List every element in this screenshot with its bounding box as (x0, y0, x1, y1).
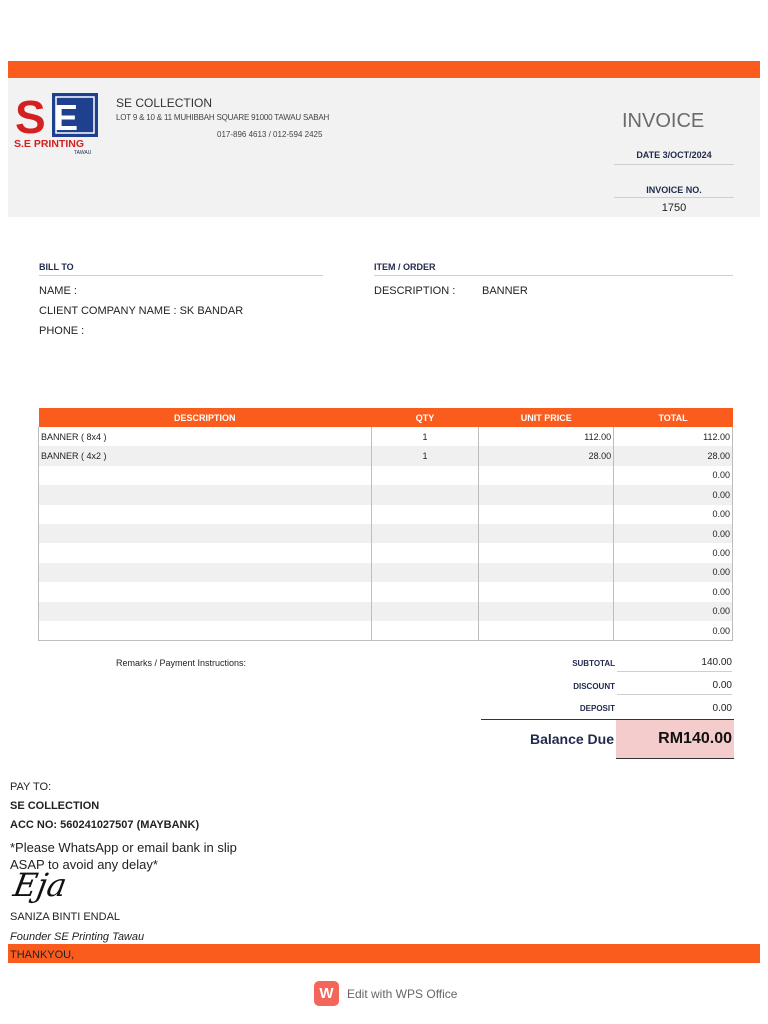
cell-qty (371, 563, 479, 582)
company-logo (14, 92, 100, 156)
table-row (39, 446, 733, 465)
cell-qty (371, 485, 479, 504)
wps-office-icon[interactable]: W (314, 981, 339, 1006)
table-row (39, 621, 733, 641)
cell-description (39, 485, 372, 504)
company-name: SE COLLECTION (116, 96, 213, 110)
cell-unit-price (479, 524, 614, 543)
company-phone: 017-896 4613 / 012-594 2425 (217, 130, 323, 139)
line-items-table (38, 408, 733, 641)
deposit-value: 0.00 (712, 703, 732, 714)
edit-with-wps-link[interactable]: Edit with WPS Office (347, 987, 458, 1001)
deposit-label: DEPOSIT (579, 704, 615, 713)
col-description-header: DESCRIPTION (39, 408, 372, 427)
invoice-number: 1750 (661, 202, 687, 214)
cell-total: 0.00 (614, 485, 733, 504)
balance-due-value: RM140.00 (658, 730, 732, 747)
discount-value: 0.00 (617, 680, 732, 695)
svg-text:E: E (54, 97, 79, 138)
cell-unit-price (479, 485, 614, 504)
bill-to-company: CLIENT COMPANY NAME : SK BANDAR (39, 305, 244, 317)
cell-description (39, 466, 372, 485)
cell-qty (371, 524, 479, 543)
account-number: ACC NO: 560241027507 (MAYBANK) (10, 819, 200, 831)
cell-qty (371, 602, 479, 621)
cell-qty: 1 (371, 427, 479, 446)
table-row (39, 505, 733, 524)
cell-qty (371, 466, 479, 485)
logo-letters: S (15, 92, 42, 143)
cell-description: BANNER ( 4x2 ) (39, 446, 372, 465)
payment-note-line1: *Please WhatsApp or email bank in slip (10, 840, 237, 855)
cell-description (39, 543, 372, 562)
remarks-label: Remarks / Payment Instructions: (116, 658, 247, 668)
table-header-row (39, 408, 733, 427)
cell-total: 0.00 (712, 586, 730, 597)
subtotal-label: SUBTOTAL (572, 659, 615, 668)
table-row (39, 466, 733, 485)
top-accent-bar (8, 61, 760, 78)
bottom-accent-bar (8, 944, 760, 963)
pay-to-label: PAY TO: (10, 781, 52, 793)
company-address: LOT 9 & 10 & 11 MUHIBBAH SQUARE 91000 TAWAU SABAH (116, 113, 330, 122)
col-total-header: TOTAL (614, 408, 733, 427)
invoice-number-label: INVOICE NO. (614, 185, 734, 198)
bill-to-heading: BILL TO (39, 262, 323, 276)
cell-unit-price (479, 582, 614, 601)
cell-qty (371, 621, 479, 641)
item-order-heading: ITEM / ORDER (374, 262, 733, 276)
cell-qty (371, 543, 479, 562)
table-row (39, 524, 733, 543)
cell-description (39, 524, 372, 543)
cell-total: 0.00 (712, 470, 730, 481)
table-row (39, 582, 733, 601)
payment-note-line2: ASAP to avoid any delay* (10, 857, 158, 872)
cell-unit-price (479, 466, 614, 485)
discount-label: DISCOUNT (573, 682, 615, 691)
payee-name: SE COLLECTION (10, 800, 100, 812)
invoice-title: INVOICE (622, 110, 705, 132)
col-qty-header: QTY (371, 408, 479, 427)
cell-unit-price (479, 602, 614, 621)
balance-due-label: Balance Due (529, 731, 614, 747)
cell-unit-price (479, 543, 614, 562)
cell-description (39, 505, 372, 524)
cell-total: 0.00 (614, 524, 733, 543)
cell-qty (371, 582, 479, 601)
table-row (39, 485, 733, 504)
cell-total: 0.00 (614, 602, 733, 621)
cell-description (39, 582, 372, 601)
signature: Eja (10, 866, 70, 904)
cell-description (39, 621, 372, 641)
cell-total: 0.00 (712, 548, 730, 559)
cell-total: 112.00 (703, 431, 730, 442)
table-row (39, 602, 733, 621)
cell-total: 0.00 (614, 563, 733, 582)
cell-unit-price (479, 505, 614, 524)
logo-line1: S.E PRINTING (14, 138, 85, 150)
cell-qty: 1 (371, 446, 479, 465)
item-description-label: DESCRIPTION : (374, 285, 456, 297)
cell-total: 28.00 (614, 446, 733, 465)
cell-unit-price (479, 621, 614, 641)
signer-title: Founder SE Printing Tawau (10, 931, 145, 943)
signer-name: SANIZA BINTI ENDAL (10, 911, 121, 923)
bill-to-phone: PHONE : (39, 325, 85, 337)
cell-unit-price: 28.00 (479, 446, 614, 465)
subtotal-value: 140.00 (617, 657, 732, 672)
cell-total: 0.00 (712, 509, 730, 520)
cell-total: 0.00 (614, 621, 733, 641)
bill-to-name: NAME : (39, 285, 77, 297)
table-row (39, 543, 733, 562)
item-description-value: BANNER (482, 285, 528, 297)
table-row (39, 563, 733, 582)
table-row (39, 427, 733, 446)
cell-unit-price (479, 563, 614, 582)
col-unit-price-header: UNIT PRICE (479, 408, 614, 427)
cell-description (39, 563, 372, 582)
cell-description: BANNER ( 8x4 ) (39, 427, 372, 446)
cell-unit-price: 112.00 (479, 427, 614, 446)
cell-description (39, 602, 372, 621)
invoice-date: DATE 3/OCT/2024 (614, 150, 734, 165)
logo-line2: TAWAU (74, 150, 92, 156)
thank-you-text: THANKYOU, (10, 949, 75, 961)
cell-qty (371, 505, 479, 524)
